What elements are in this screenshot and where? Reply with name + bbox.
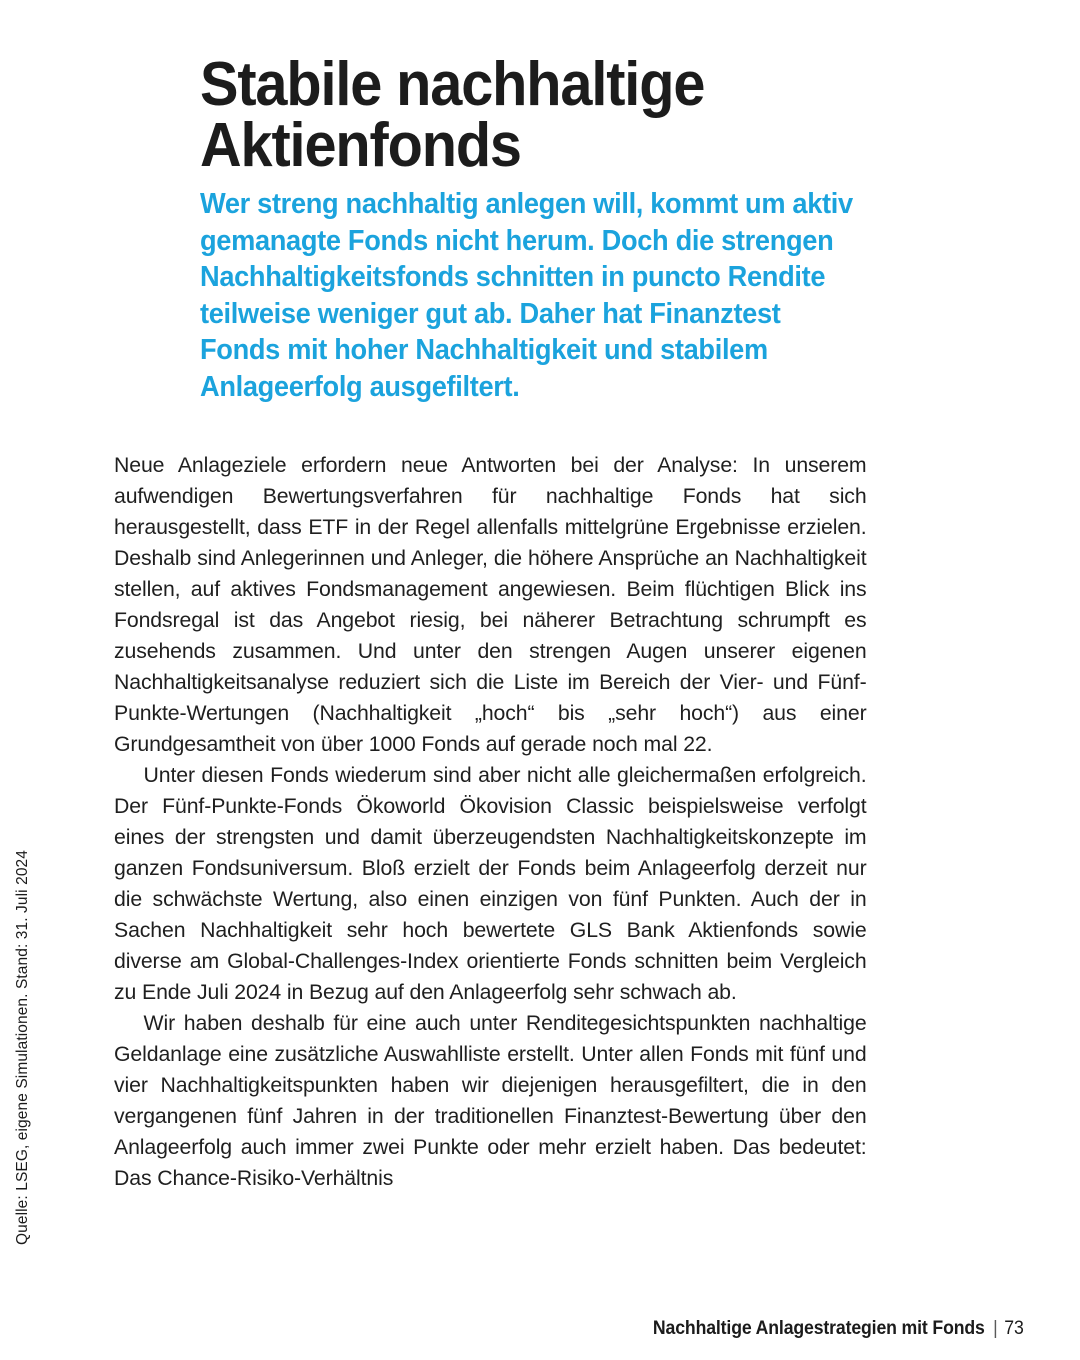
source-credit	[0, 0, 44, 1360]
article-body	[114, 450, 867, 1194]
source-credit-text: Quelle: LSEG, eigene Simulationen. Stand: 31. Juli 2024	[14, 850, 31, 1245]
footer-page-number: 73	[1004, 1318, 1024, 1339]
body-paragraph: Wir haben deshalb für eine auch unter Renditegesichtspunkten nachhaltige Geldanlage eine zusätzliche Auswahlliste erstellt. Unter allen Fonds mit fünf und vier Nachhaltigkeitspunkten haben wir diejenigen herausgefiltert, die in den vergangenen fünf Jahren in der traditionellen Finanztest-Bewertung über den Anlageerfolg auch immer zwei Punkte oder mehr erzielt haben. Das bedeutet: Das Chance-Risiko-Verhältnis	[114, 1009, 867, 1190]
page-footer	[653, 1319, 1024, 1338]
body-paragraph: Unter diesen Fonds wiederum sind aber nicht alle gleichermaßen erfolgreich. Der Fünf-Punkte-Fonds Ökoworld Ökovision Classic beispielsweise verfolgt eines der strengsten und damit überzeugendsten Nachhaltigkeitskonzepte im ganzen Fondsuniversum. Bloß erzielt der Fonds beim Anlageerfolg derzeit nur die schwächste Wertung, also einen einzigen von fünf Punkten. Auch der in Sachen Nachhaltigkeit sehr hoch bewertete GLS Bank Aktienfonds sowie diverse am Global-Challenges-Index orientierte Fonds schnitten beim Vergleich zu Ende Juli 2024 in Bezug auf den Anlageerfolg sehr schwach ab.	[114, 761, 867, 1004]
page-title: Stabile nachhaltige Aktienfonds	[200, 49, 705, 180]
footer-separator: |	[993, 1318, 998, 1339]
lead-paragraph: Wer streng nachhaltig anlegen will, kommt um aktiv gemanagte Fonds nicht herum. Doch die strengen Nachhaltigkeitsfonds schnitten in puncto Rendite teilweise weniger gut ab. Daher hat Finanztest Fonds mit hoher Nachhaltigkeit und stabilem Anlageerfolg ausgefiltert.	[200, 188, 853, 404]
footer-section-title: Nachhaltige Anlagestrategien mit Fonds	[653, 1318, 985, 1339]
body-paragraph: Neue Anlageziele erfordern neue Antworten bei der Analyse: In unserem aufwendigen Bewertungsverfahren für nachhaltige Fonds hat sich herausgestellt, dass ETF in der Regel allenfalls mittelgrüne Ergebnisse erzielen. Deshalb sind Anlegerinnen und Anleger, die höhere Ansprüche an Nachhaltigkeit stellen, auf aktives Fondsmanagement angewiesen. Beim flüchtigen Blick ins Fondsregal ist das Angebot riesig, bei näherer Betrachtung schrumpft es zusehends zusammen. Und unter den strengen Augen unserer eigenen Nachhaltigkeitsanalyse reduziert sich die Liste im Bereich der Vier- und Fünf-Punkte-Wertungen (Nachhaltigkeit „hoch“ bis „sehr hoch“) aus einer Grundgesamtheit von über 1000 Fonds auf gerade noch mal 22.	[114, 452, 867, 756]
